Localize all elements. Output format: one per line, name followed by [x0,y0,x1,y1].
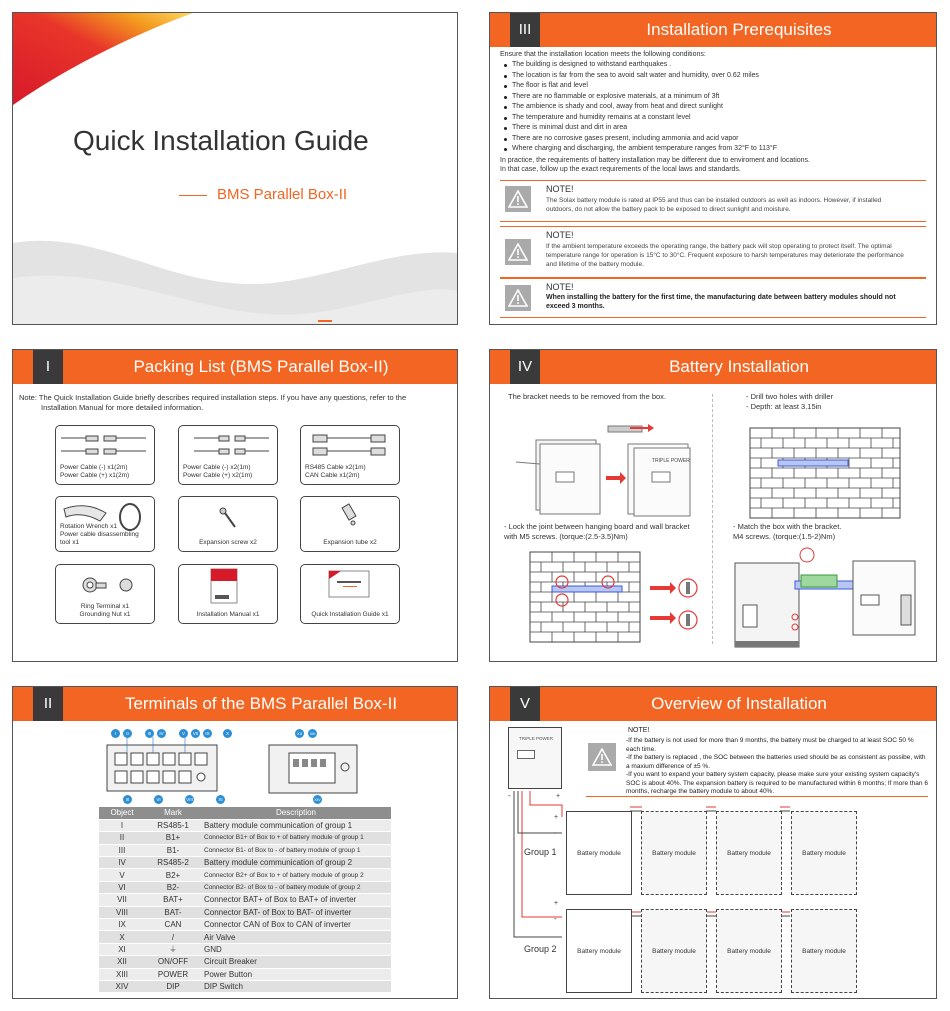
table-row [99,980,391,992]
packing-item [55,425,155,485]
packing-item [178,425,278,485]
cable-icon [179,430,278,465]
description-cell: DIP Switch [201,980,391,992]
battery-module: Battery module [566,811,632,895]
object-cell: XIV [99,980,145,992]
mark-cell: B2- [145,881,201,893]
callout-marker: V [179,729,188,738]
wall-drill-illustration [730,416,930,526]
object-cell: VI [99,881,145,893]
packing-item-label: Installation Manual x1 [196,611,260,618]
callout-marker: VIII [186,797,193,802]
table-row [99,943,391,955]
bms-box [508,727,562,789]
packing-header [13,350,457,384]
cover-title: Quick Installation Guide [73,125,369,156]
table-row [99,819,391,831]
group-1-label: Group 1 [524,847,557,857]
step-1-text: The bracket needs to be removed from the box. [508,392,667,401]
note-title: NOTE! [546,282,574,292]
mark-cell: B2+ [145,869,201,881]
packing-item [178,496,278,552]
object-cell: IV [99,857,145,869]
object-cell: X [99,931,145,943]
table-row [99,906,391,918]
packing-item-label: Expansion screw x2 [199,539,257,546]
description-cell: Air Valve [201,931,391,943]
packing-panel [12,349,458,662]
description-cell: Connector B1- of Box to - of battery module of group 1 [201,844,391,856]
table-row [99,894,391,906]
screw-icon [179,499,278,537]
description-cell: Battery module communication of group 2 [201,857,391,869]
mark-cell: BAT+ [145,894,201,906]
packing-intro-1: Note: The Quick Installation Guide briefly describes required installation steps. If you have any questions, refer to the [19,393,407,402]
section-title: Battery Installation [669,357,809,376]
note-box [500,278,926,318]
mark-cell: RS485-2 [145,857,201,869]
callout-marker: IV [157,729,166,738]
box-mount-illustration [725,545,930,655]
mark-cell: RS485-1 [145,819,201,831]
object-cell: VIII [99,906,145,918]
section-title: Packing List (BMS Parallel Box-II) [133,357,389,376]
list-item: The ambience is shady and cool, away from heat and direct sunlight [500,102,920,113]
note-text: If the ambient temperature exceeds the operating range, the battery pack will stop operating to protect itself. The optimal temperature range for operation is 15°C to 30°C. Frequent exposure to harsh temperatures may deteriorate the performance and lifetime of the battery module. [546,243,904,268]
packing-item-label: Ring Terminal x1 Grounding Nut x1 [79,603,131,618]
note-text: -If the battery is not used for more than 9 months, the battery must be charged to at least SOC 50 % each time. -If the battery is replaced , the SOC between the batteries used should be as consistent as possibe, with a maxium difference of ±5 %. -If you want to expand your battery system capacity, please make sure your existing system capacity's SOC is about 40%. The expansion battery is required to be manufactured within 6 months; If more than 6 months, recharge the battery module to about 40%. [626,737,928,795]
callout-marker: X [223,729,232,738]
callout-marker: I [111,729,120,738]
step-4-text-a: - Match the box with the bracket. [733,522,842,531]
description-cell: Connector B1+ of Box to + of battery module of group 1 [201,832,391,844]
step-3-text-b: with M5 screws. (torque:(2.5-3.5)Nm) [504,532,628,541]
terminals-header [13,687,457,721]
callout-marker: III [123,795,132,804]
minus-mark: - [554,914,557,923]
packing-item-label: Power Cable (-) x2(1m) Power Cable (+) x2(1m) [183,464,253,479]
brand-mark: TRIPLE POWER [519,736,554,741]
battery-module: Battery module [791,811,857,895]
bracket-removal-illustration [500,412,710,522]
mark-cell: POWER [145,968,201,980]
note-text: The Solax battery module is rated at IP55 and thus can be installed outdoors as well as indoors. However, if installed outdoors, do not allow the battery pack to be exposed to direct sunlight and moisture. [546,197,882,213]
packing-item-label: Rotation Wrench x1 Power cable disassembling tool x1 [60,523,139,546]
section-number: III [510,13,540,47]
callout-marker: XIII [309,731,316,736]
mark-cell: ⏚ [145,943,201,955]
terminals-table [99,807,391,993]
packing-item [300,496,400,552]
battery-module: Battery module [566,909,632,993]
battery-module: Battery module [791,909,857,993]
callout-marker: XI [216,795,225,804]
prereq-header [490,13,936,47]
callout-marker: XII [295,729,304,738]
cover-decoration [13,13,458,325]
vertical-divider [712,394,713,644]
description-cell: Connector BAT- of Box to BAT- of inverter [201,906,391,918]
table-row [99,844,391,856]
step-4-text-b: M4 screws. (torque:(1.5-2)Nm) [733,532,836,541]
packing-item-label: Expansion tube x2 [323,539,377,546]
cover-subtitle-rule [179,195,207,196]
section-title: Installation Prerequisites [646,20,832,39]
callout-marker: VI [154,795,163,804]
cable-icon [301,430,400,465]
battery-module: Battery module [641,909,707,993]
note-box [500,226,926,278]
note-box [500,180,926,222]
packing-item [55,564,155,624]
column-header: Mark [145,807,201,819]
step-2-text-a: - Drill two holes with driller [746,392,834,401]
ring-terminal-icon [56,567,155,605]
table-row [99,919,391,931]
list-item: The location is far from the sea to avoid salt water and humidity, over 0.62 miles [500,71,920,82]
callout-marker: III [145,729,154,738]
column-header: Object [99,807,145,819]
prereq-outro-2: In that case, follow up the exact requirements of the local laws and standards. [500,166,741,173]
table-row [99,968,391,980]
packing-item-label: Power Cable (-) x1(2m) Power Cable (+) x1(2m) [60,464,130,479]
list-item: The floor is flat and level [500,81,920,92]
description-cell: Connector B2+ of Box to + of battery module of group 2 [201,869,391,881]
callout-row-right [295,729,317,738]
plus-mark: + [556,793,561,800]
step-2-text-b: - Depth: at least 3.15in [746,402,822,411]
prereq-outro-1: In practice, the requirements of battery installation may be different due to enviroment and locations. [500,157,810,164]
packing-intro-2: Installation Manual for more detailed information. [41,403,204,412]
description-cell: Power Button [201,968,391,980]
section-number: I [33,350,63,384]
description-cell: Connector B2- of Box to - of battery module of group 2 [201,881,391,893]
plus-mark: + [554,900,559,907]
cable-icon [56,430,155,465]
callout-marker: II [123,729,132,738]
table-row [99,832,391,844]
description-cell: Connector BAT+ of Box to BAT+ of inverter [201,894,391,906]
table-row [99,869,391,881]
note-title: NOTE! [546,184,574,194]
quick-guide-icon [301,567,400,611]
object-cell: III [99,844,145,856]
object-cell: VII [99,894,145,906]
manual-icon [179,567,278,611]
minus-mark: - [554,828,557,837]
description-cell: Circuit Breaker [201,956,391,968]
note-title: NOTE! [546,230,574,240]
mark-cell: BAT- [145,906,201,918]
note-title: NOTE! [628,727,650,734]
warning-icon [505,239,531,265]
table-row [99,881,391,893]
callout-marker: VII [192,731,199,736]
section-number: II [33,687,63,721]
description-cell: GND [201,943,391,955]
object-cell: II [99,832,145,844]
tube-icon [301,499,400,537]
callout-row-bottom [123,795,225,804]
object-cell: XII [99,956,145,968]
warning-icon [505,186,531,212]
brand-mark: TRIPLE POWER [652,458,690,464]
battery-module: Battery module [716,909,782,993]
list-item: There are no flammable or explosive materials, at a minimum of 3ft [500,92,920,103]
object-cell: IX [99,919,145,931]
section-title: Terminals of the BMS Parallel Box-II [124,694,398,713]
packing-item [55,496,155,552]
callout-marker: XIV [314,797,321,802]
list-item: There are no corrosive gases present, including ammonia and acid vapor [500,134,920,145]
table-row [99,956,391,968]
overview-panel [489,686,937,999]
table-row [99,931,391,943]
list-item: The temperature and humidity remains at a constant level [500,113,920,124]
section-title: Overview of Installation [651,694,827,713]
mark-cell: CAN [145,919,201,931]
object-cell: I [99,819,145,831]
packing-item [300,425,400,485]
terminals-panel [12,686,458,999]
group-2-label: Group 2 [524,944,557,954]
cover-subtitle: BMS Parallel Box-II [217,186,348,203]
packing-item [300,564,400,624]
cover-panel [12,12,458,325]
mark-cell: B1- [145,844,201,856]
battery-module: Battery module [716,811,782,895]
prereq-intro: Ensure that the installation location meets the following conditions: [500,51,706,58]
prereq-list [500,60,920,155]
object-cell: V [99,869,145,881]
mark-cell: B1+ [145,832,201,844]
battery-header [490,350,936,384]
mark-cell: / [145,931,201,943]
packing-item [178,564,278,624]
note-text: When installing the battery for the first time, the manufacturing date between battery modules should not exceed 3 months. [546,294,896,310]
section-number: IV [510,350,540,384]
battery-panel [489,349,937,662]
section-number: V [510,687,540,721]
warning-icon [505,285,531,311]
plus-mark: + [554,814,559,821]
minus-mark: - [508,791,511,800]
warning-icon [588,743,616,771]
mark-cell: ON/OFF [145,956,201,968]
list-item: The building is designed to withstand earthquakes . [500,60,920,71]
bracket-lock-illustration [500,548,710,653]
object-cell: XIII [99,968,145,980]
description-cell: Connector CAN of Box to CAN of inverter [201,919,391,931]
packing-item-label: RS485 Cable x2(1m) CAN Cable x1(2m) [305,464,366,479]
column-header: Description [201,807,391,819]
box-display [517,750,535,759]
object-cell: XI [99,943,145,955]
callout-marker: IX [203,729,212,738]
overview-header [490,687,936,721]
list-item: There is minimal dust and dirt in area [500,123,920,134]
step-3-text-a: - Lock the joint between hanging board and wall bracket [504,522,690,531]
description-cell: Battery module communication of group 1 [201,819,391,831]
callout-row-top [111,729,232,738]
table-row [99,857,391,869]
table-header-row [99,807,391,819]
mark-cell: DIP [145,980,201,992]
prereq-panel [489,12,937,325]
packing-item-label: Quick Installation Guide x1 [311,611,389,618]
list-item: Where charging and discharging, the ambient temperature ranges from 32°F to 113°F [500,144,920,155]
battery-module: Battery module [641,811,707,895]
